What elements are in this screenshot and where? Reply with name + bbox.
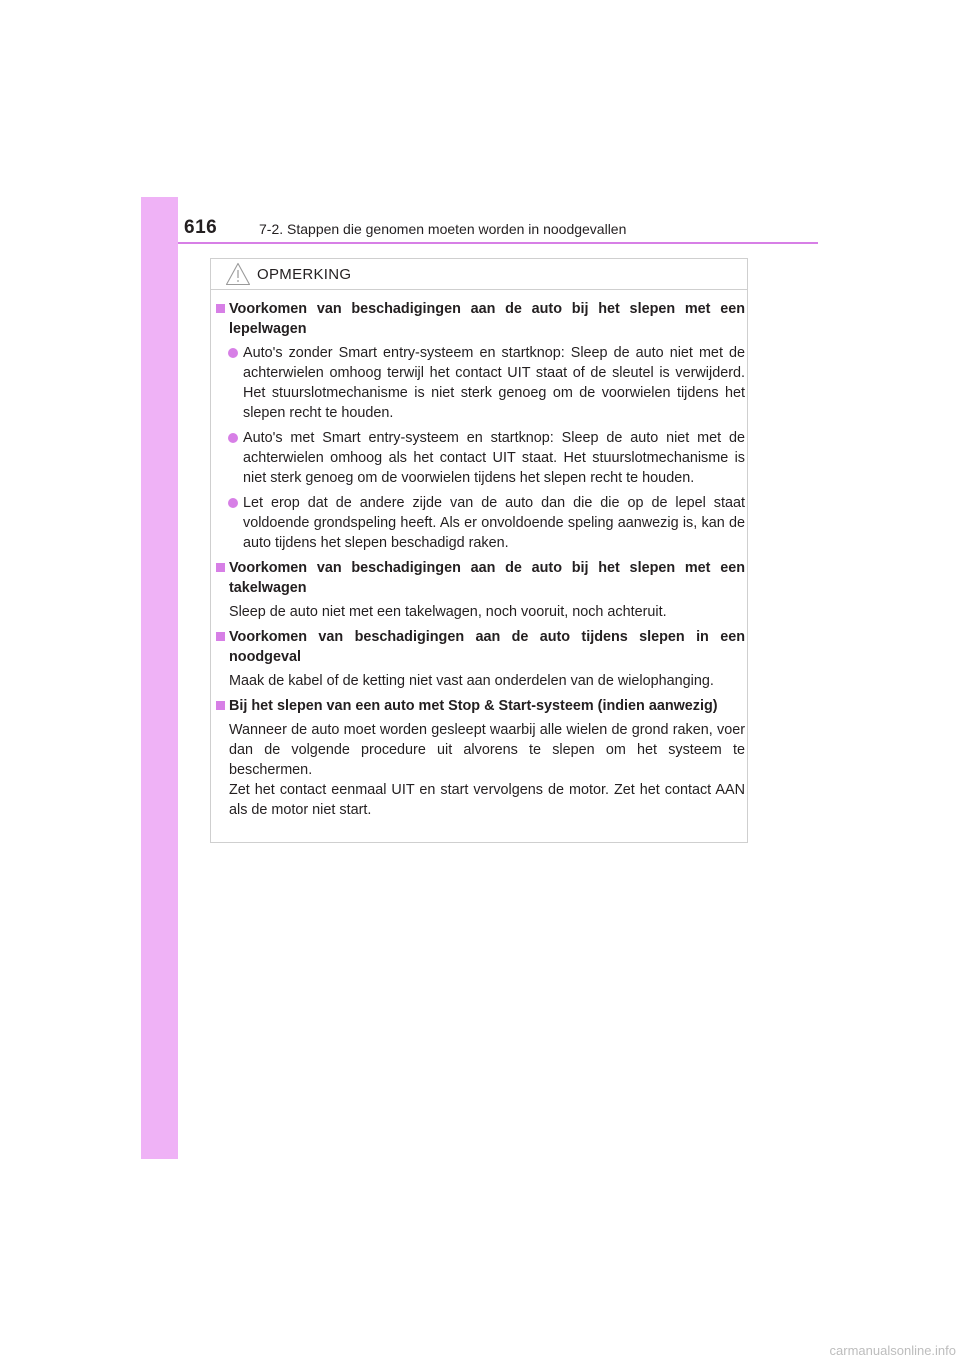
header-divider [178,242,818,244]
page-number: 616 [184,217,218,238]
section-paragraph: Sleep de auto niet met een takelwagen, noch vooruit, noch achteruit. [229,604,667,620]
bullet-item [215,343,745,423]
section-title: 7-2. Stappen die genomen moeten worden in noodgevallen [259,221,627,237]
page-header [141,197,818,244]
bullet-text: Auto's zonder Smart entry-systeem en startknop: Sleep de auto niet met de achterwielen omhoog terwijl het contact UIT staat of de sleutel is verwijderd. Het stuurslotmechanisme is niet sterk genoeg om de voorwielen tijdens het slepen recht te houden. [243,345,745,421]
notice-divider [211,289,747,290]
section-heading-text: Bij het slepen van een auto met Stop & Start-systeem (indien aanwezig) [229,698,718,714]
warning-triangle-icon [225,262,251,286]
square-bullet-icon [216,304,225,313]
round-bullet-icon [228,433,238,443]
notice-header [225,261,351,287]
section-heading-text: Voorkomen van beschadigingen aan de auto tijdens slepen in een noodgeval [229,629,745,665]
section-heading [215,696,745,716]
section-heading [215,627,745,667]
section-paragraph: Zet het contact eenmaal UIT en start vervolgens de motor. Zet het contact AAN als de motor niet start. [229,782,745,818]
section-heading [215,299,745,339]
notice-box [210,258,748,843]
square-bullet-icon [216,563,225,572]
bullet-text: Let erop dat de andere zijde van de auto dan die die op de lepel staat voldoende grondspeling heeft. Als er onvoldoende speling aanwezig is, kan de auto tijdens het slepen beschadigd raken. [243,495,745,551]
bullet-item [215,428,745,488]
square-bullet-icon [216,632,225,641]
section-paragraph: Wanneer de auto moet worden gesleept waarbij alle wielen de grond raken, voer dan de volgende procedure uit alvorens te slepen om het systeem te beschermen. [229,722,745,778]
section-heading [215,558,745,598]
bullet-item [215,493,745,553]
section-heading-text: Voorkomen van beschadigingen aan de auto bij het slepen met een lepelwagen [229,301,745,337]
bullet-text: Auto's met Smart entry-systeem en startknop: Sleep de auto niet met de achterwielen omhoog als het contact UIT staat. Het stuurslotmechanisme is niet sterk genoeg om de voorwielen tijdens het slepen recht te houden. [243,430,745,486]
round-bullet-icon [228,348,238,358]
header-accent [141,197,178,244]
section-heading-text: Voorkomen van beschadigingen aan de auto bij het slepen met een takelwagen [229,560,745,596]
notice-title: OPMERKING [257,265,352,283]
site-watermark: carmanualsonline.info [829,1343,956,1358]
chapter-side-tab [141,197,178,1159]
square-bullet-icon [216,701,225,710]
section-paragraph: Maak de kabel of de ketting niet vast aan onderdelen van de wielophanging. [229,673,714,689]
round-bullet-icon [228,498,238,508]
notice-body [215,299,745,825]
